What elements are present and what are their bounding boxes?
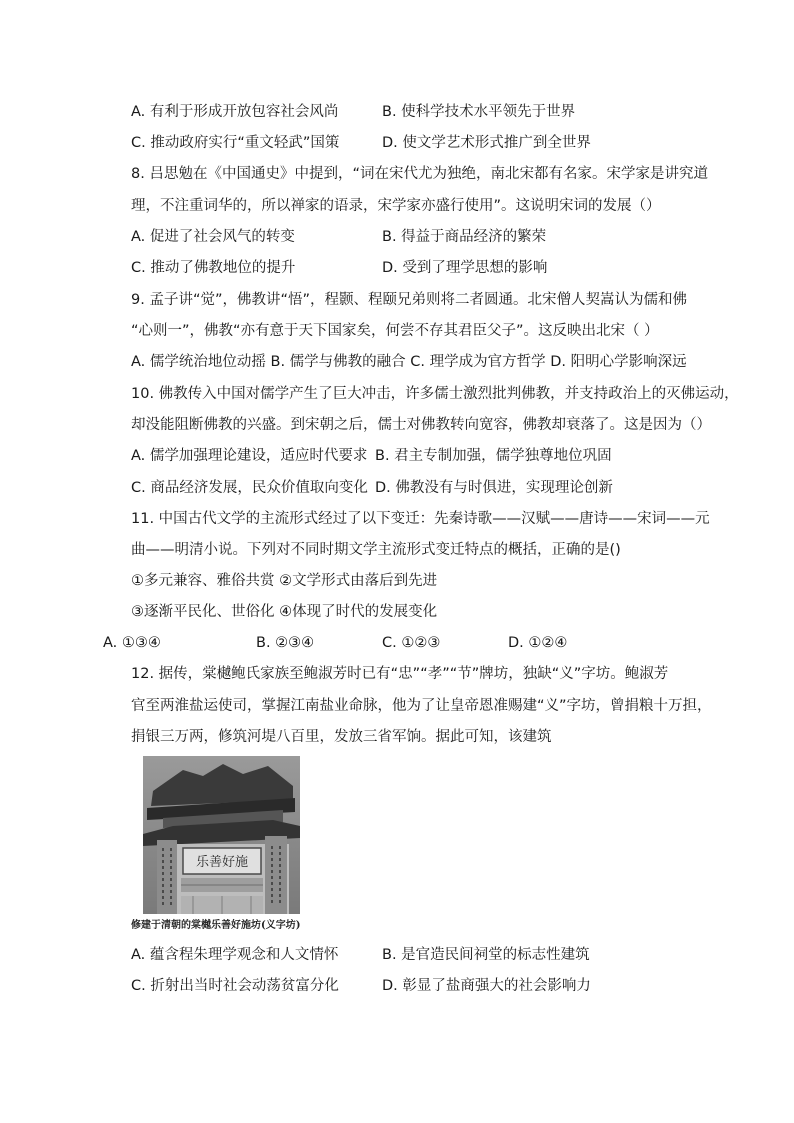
q7-option-b: B. 使科学技术水平领先于世界 — [382, 104, 576, 120]
q11-option-a: A. ①③④ — [103, 635, 161, 651]
q11-items-line-2: ③逐渐平民化、世俗化 ④体现了时代的发展变化 — [131, 604, 438, 620]
q7-option-d: D. 使文学艺术形式推广到全世界 — [382, 135, 591, 151]
q11-option-c: C. ①②③ — [382, 635, 441, 651]
paifang-plaque-inscription: 乐善好施 — [195, 855, 249, 870]
q8-option-c: C. 推动了佛教地位的提升 — [131, 260, 296, 276]
q12-stem-line-1: 12. 据传，棠樾鲍氏家族至鲍淑芳时已有“忠”“孝”“节”牌坊，独缺“义”字坊。鲍淑芳 — [131, 666, 669, 682]
q10-option-c: C. 商品经济发展，民众价值取向变化 — [131, 480, 368, 496]
q10-option-d: D. 佛教没有与时俱进，实现理论创新 — [375, 480, 613, 496]
q10-option-a: A. 儒学加强理论建设，适应时代要求 — [131, 448, 368, 464]
paifang-photo — [143, 756, 300, 914]
q12-stem-line-2: 官至两淮盐运使司，掌握江南盐业命脉，他为了让皇帝恩准赐建“义”字坊，曾捐粮十万担， — [131, 698, 712, 714]
q10-stem-line-1: 10. 佛教传入中国对儒学产生了巨大冲击，许多儒士激烈批判佛教，并支持政治上的灭佛运动， — [131, 386, 739, 402]
q12-option-d: D. 彰显了盐商强大的社会影响力 — [382, 978, 591, 994]
q9-stem-line-2: “心则一”，佛教“亦有意于天下国家矣，何尝不存其君臣父子”。这反映出北宋（ ） — [131, 323, 659, 339]
photo-caption: 修建于清朝的棠樾乐善好施坊(义字坊) — [131, 920, 301, 931]
q11-items-line-1: ①多元兼容、雅俗共赏 ②文学形式由落后到先进 — [131, 573, 438, 589]
q11-stem-line-1: 11. 中国古代文学的主流形式经过了以下变迁：先秦诗歌——汉赋——唐诗——宋词——元 — [131, 511, 710, 527]
q8-option-d: D. 受到了理学思想的影响 — [382, 260, 548, 276]
q12-option-a: A. 蕴含程朱理学观念和人文情怀 — [131, 947, 339, 963]
q9-stem-line-1: 9. 孟子讲“觉”，佛教讲“悟”，程颢、程颐兄弟则将二者圆通。北宋僧人契嵩认为儒和佛 — [131, 292, 687, 308]
q12-stem-line-3: 捐银三万两，修筑河堤八百里，发放三省军饷。据此可知，该建筑 — [131, 729, 552, 745]
q7-option-a: A. 有利于形成开放包容社会风尚 — [131, 104, 339, 120]
q8-option-b: B. 得益于商品经济的繁荣 — [382, 229, 547, 245]
q7-option-c: C. 推动政府实行“重文轻武”国策 — [131, 135, 340, 151]
q8-option-a: A. 促进了社会风气的转变 — [131, 229, 295, 245]
q8-stem-line-1: 8. 吕思勉在《中国通史》中提到，“词在宋代尤为独绝，南北宋都有名家。宋学家是讲究道 — [131, 166, 708, 182]
q11-option-b: B. ②③④ — [256, 635, 315, 651]
q9-options: A. 儒学统治地位动摇 B. 儒学与佛教的融合 C. 理学成为官方哲学 D. 阳明心学影响深远 — [131, 354, 687, 370]
q12-option-c: C. 折射出当时社会动荡贫富分化 — [131, 978, 339, 994]
q11-stem-line-2: 曲——明清小说。下列对不同时期文学主流形式变迁特点的概括，正确的是() — [131, 542, 621, 558]
q12-option-b: B. 是官造民间祠堂的标志性建筑 — [382, 947, 590, 963]
q11-option-d: D. ①②④ — [508, 635, 568, 651]
q10-stem-line-2: 却没能阻断佛教的兴盛。到宋朝之后，儒士对佛教转向宽容，佛教却衰落了。这是因为（） — [131, 417, 711, 433]
q10-option-b: B. 君主专制加强，儒学独尊地位巩固 — [375, 448, 612, 464]
q8-stem-line-2: 理，不注重词华的，所以禅家的语录，宋学家亦盛行使用”。这说明宋词的发展（） — [131, 198, 661, 214]
